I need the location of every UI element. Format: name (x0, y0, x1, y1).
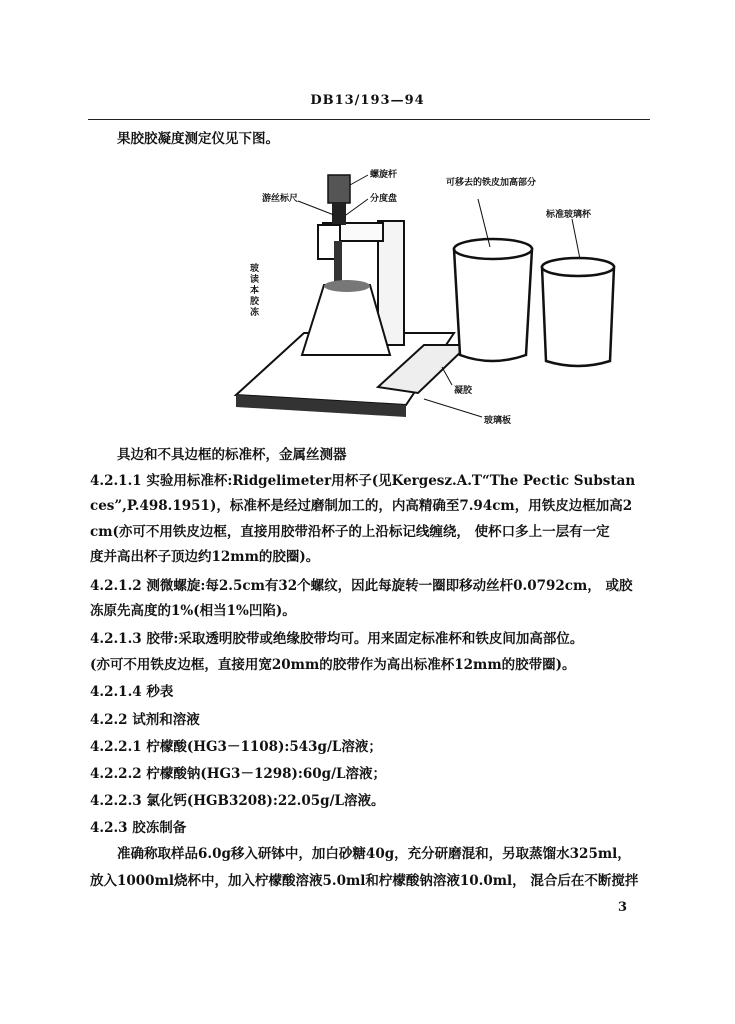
label-standard: 标准玻璃杯 (546, 210, 592, 220)
label-strip: 可移去的铁皮加高部分 (446, 178, 537, 188)
header-rule (88, 119, 650, 120)
label-ruler: 游丝标尺 (262, 194, 299, 204)
section-heading: 4.2.1.4 秒表 (90, 684, 174, 700)
page-number: 3 (618, 900, 628, 915)
gel-top (324, 280, 370, 292)
paragraph-line: (亦可不用铁皮边框，直接用宽20mm的胶带作为高出标准杯12mm的胶带圈)。 (90, 657, 576, 673)
paragraph-line: 4.2.1.3 胶带:采取透明胶带或绝缘胶带均可。用来固定标准杯和铁皮间加高部位。 (90, 631, 584, 647)
label-glass: 玻璃板 (484, 416, 512, 426)
paragraph-line: 准确称取样品6.0g移入研钵中，加白砂糖40g，充分研磨混和，另取蒸馏水325ml， (117, 846, 631, 862)
standard-glass (542, 267, 614, 366)
paragraph-line: 度并高出杯子顶边约12mm的胶圈)。 (90, 549, 320, 565)
paragraph-line: 4.2.1.1 实验用标准杯:Ridgelimeter用杯子(见Kergesz.A.T“The Pectic Substan (90, 473, 636, 489)
paragraph-line: 冻原先高度的1%(相当1%凹陷)。 (90, 603, 296, 619)
micrometer-knob (328, 175, 350, 203)
micrometer-dial (332, 203, 346, 225)
paragraph-line: 4.2.2.1 柠檬酸(HG3－1108):543g/L溶液； (90, 739, 382, 755)
leader-cup (350, 175, 368, 185)
jar-with-strip (454, 249, 532, 361)
paragraph-line: ces”,P.498.1951)，标准杯是经过磨制加工的，内高精确至7.94cm，用铁皮边框加高2 (90, 498, 633, 514)
label-side: 玻读本胶冻 (250, 264, 260, 318)
section-heading: 4.2.2 试剂和溶液 (90, 712, 200, 728)
figure-caption: 具边和不具边框的标准杯，金属丝测器 (117, 447, 347, 463)
paragraph-line: 4.2.1.2 测微螺旋:每2.5cm有32个螺纹，因此每旋转一圈即移动丝杆0.0792cm， 或胶 (90, 578, 633, 594)
document-code: DB13/193—94 (310, 93, 425, 108)
jar-with-strip-rim (454, 239, 532, 259)
leader-standard (572, 219, 580, 259)
leader-glass (424, 399, 482, 417)
label-gel: 凝胶 (454, 386, 473, 396)
paragraph-line: 放入1000ml烧杯中，加入柠檬酸溶液5.0ml和柠檬酸钠溶液10.0ml， 混合后在不断搅拌 (90, 873, 639, 889)
paragraph-line: cm(亦可不用铁皮边框，直接用胶带沿杯子的上沿标记线缠绕， 使杯口多上一层有一定 (90, 524, 610, 540)
label-dial: 分度盘 (370, 194, 398, 204)
paragraph-line: 4.2.2.3 氯化钙(HGB3208):22.05g/L溶液。 (90, 793, 385, 809)
paragraph-line: 4.2.2.2 柠檬酸钠(HG3－1298):60g/L溶液； (90, 766, 387, 782)
label-cup: 螺旋杆 (370, 170, 398, 180)
gel-cone (302, 285, 390, 355)
section-heading: 4.2.3 胶冻制备 (90, 820, 187, 836)
intro-text: 果胶胶凝度测定仪见下图。 (117, 131, 279, 147)
apparatus-figure (228, 155, 648, 435)
standard-glass-rim (542, 258, 614, 276)
leader-gel (442, 367, 452, 385)
